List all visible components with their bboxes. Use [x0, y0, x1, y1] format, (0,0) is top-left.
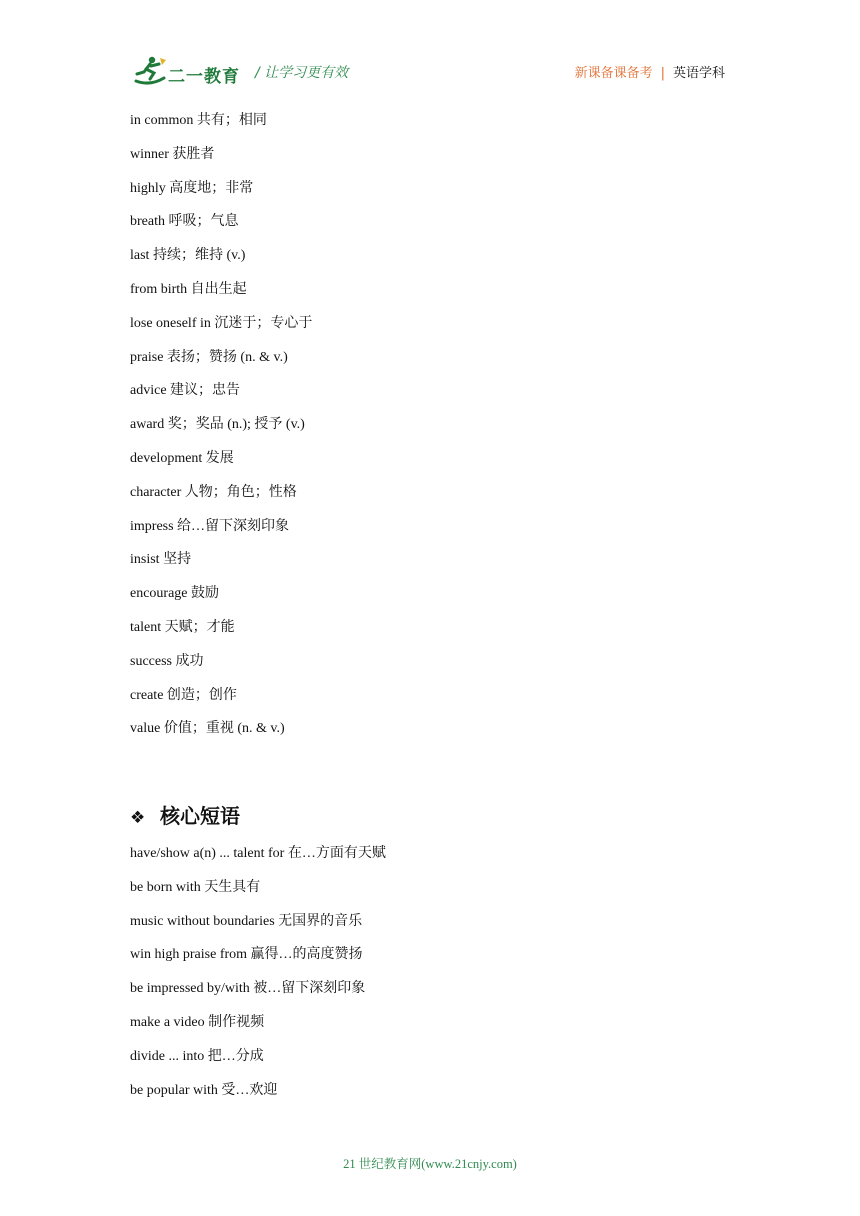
header-course-label: 新课备课备考	[574, 66, 653, 81]
page-header	[130, 54, 725, 90]
running-figure-logo-icon	[130, 54, 170, 88]
vocab-item: impress 给…留下深刻印象	[130, 518, 290, 534]
phrase-item: win high praise from 赢得…的高度赞扬	[130, 947, 363, 963]
vocab-item: development 发展	[130, 450, 234, 466]
diamond-bullet-icon: ❖	[130, 808, 146, 828]
phrase-item: be popular with 受…欢迎	[130, 1082, 278, 1098]
vocab-item: advice 建议；忠告	[130, 383, 241, 399]
header-subject-label: 英语学科	[672, 66, 725, 81]
vocab-item: insist 坚持	[130, 552, 192, 568]
phrase-item: have/show a(n) ... talent for 在…方面有天赋	[130, 846, 386, 861]
vocab-item: character 人物；角色；性格	[130, 484, 297, 500]
vocab-item: last 持续；维持 (v.)	[130, 248, 246, 264]
vocab-item: create 创造；创作	[130, 687, 237, 703]
vocab-item: award 奖；奖品 (n.); 授予 (v.)	[130, 417, 305, 433]
vocabulary-list	[130, 112, 312, 754]
phrase-item: be born with 天生具有	[130, 879, 261, 895]
page-footer: 21 世纪教育网(www.21cnjy.com)	[343, 1157, 517, 1171]
phrase-item: be impressed by/with 被…留下深刻印象	[130, 981, 366, 997]
vocab-item: from birth 自出生起	[130, 281, 247, 297]
vocab-item: talent 天赋；才能	[130, 619, 235, 635]
section-heading-core-phrases	[130, 800, 240, 829]
logo-text: 二一教育	[168, 67, 240, 86]
header-separator: |	[660, 66, 665, 81]
vocab-item: highly 高度地；非常	[130, 180, 254, 196]
vocab-item: winner 获胜者	[130, 146, 215, 162]
phrase-item: make a video 制作视频	[130, 1014, 265, 1030]
vocab-item: breath 呼吸；气息	[130, 214, 239, 230]
header-slogan: / 让学习更有效	[255, 65, 349, 81]
vocab-item: encourage 鼓励	[130, 586, 220, 602]
vocab-item: success 成功	[130, 653, 204, 669]
brand-logo	[130, 54, 242, 88]
vocab-item: lose oneself in 沉迷于；专心于	[130, 315, 313, 331]
vocab-item: value 价值；重视 (n. & v.)	[130, 721, 285, 737]
vocab-item: in common 共有；相同	[130, 113, 267, 128]
phrase-item: divide ... into 把…分成	[130, 1048, 264, 1064]
header-right	[575, 62, 725, 81]
phrases-list	[130, 845, 386, 1115]
section-title: 核心短语	[160, 804, 240, 828]
vocab-item: praise 表扬；赞扬 (n. & v.)	[130, 349, 288, 365]
phrase-item: music without boundaries 无国界的音乐	[130, 913, 363, 929]
